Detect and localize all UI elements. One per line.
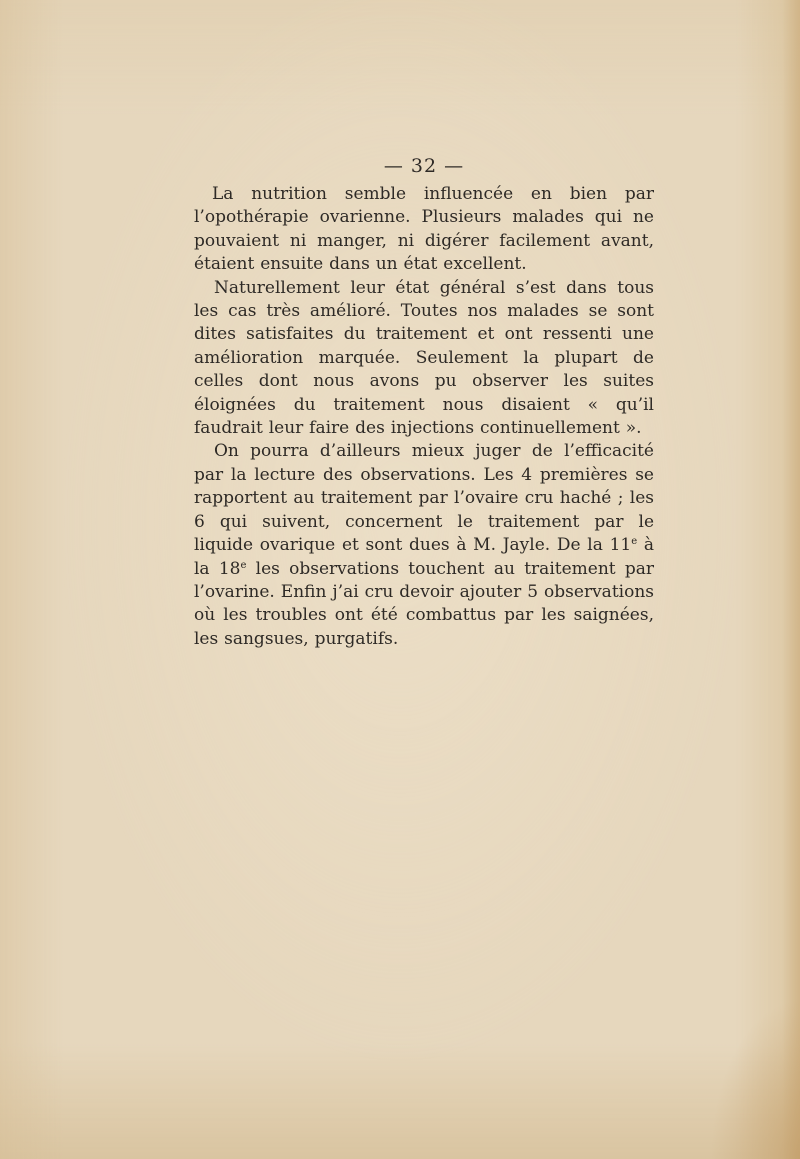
page-number: — 32 —	[383, 155, 465, 177]
ordinal-superscript: e	[240, 559, 247, 571]
paragraph-observations-part3: les observations touchent au traitement par l’ovarine. Enfin j’ai cru devoir ajouter 5 observations où les troubles ont été combattus par les saignées, les sangsues, purgatifs.	[194, 558, 655, 649]
paragraph-nutrition: La nutrition semble influencée en bien par l’opothérapie ovarienne. Plusieurs malades qui ne pouvaient ni manger, ni digérer facilement avant, étaient ensuite dans un état excellent.	[194, 184, 654, 275]
corner-stain	[710, 999, 800, 1159]
paragraph-observations-part1: On pourra d’ailleurs mieux juger de l’efficacité par la lecture des observations. Les 4 premières se rapportent au traitement par l’ovaire cru haché ; les 6 qui suivent, concernent le traitement par le liquide ovarique et sont dues à M. Jayle. De la 11	[194, 441, 654, 556]
body-text	[194, 183, 654, 651]
paragraph-observations-part2: à la 18	[194, 535, 654, 579]
paragraph-observations	[194, 440, 654, 651]
ordinal-superscript: e	[631, 536, 638, 548]
paragraph-etat-general: Naturellement leur état général s’est dans tous les cas très amélioré. Toutes nos malades se sont dites satisfaites du traitement et ont ressenti une amélioration marquée. Seulement la plupart de celles dont nous avons pu observer les suites éloignées du traitement nous disaient « qu’il faudrait leur faire des injections continuellement ».	[194, 277, 654, 439]
